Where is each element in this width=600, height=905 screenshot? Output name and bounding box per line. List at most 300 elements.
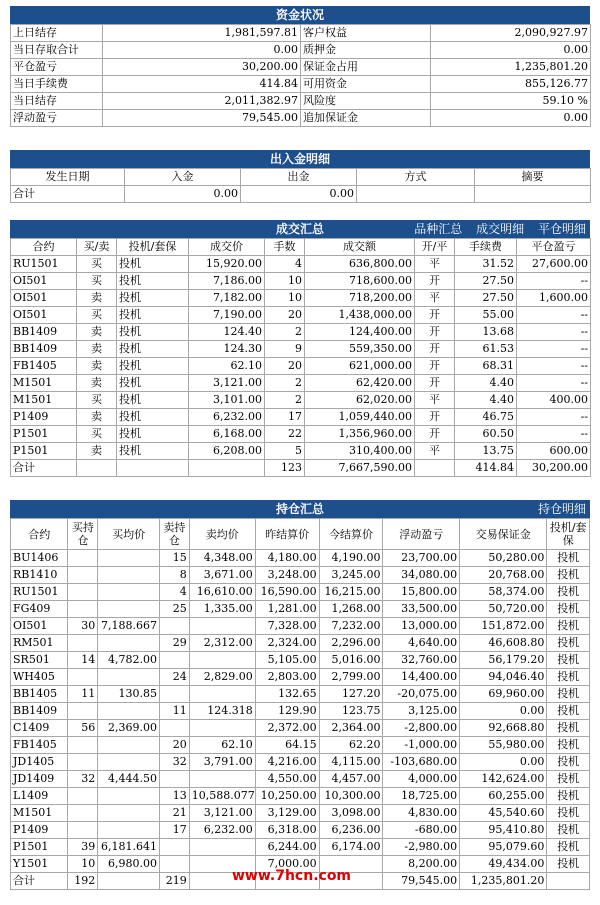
trades-total-qty: 123: [265, 460, 305, 477]
trade-cell: 投机: [117, 256, 189, 273]
position-cell: 95,410.80: [460, 822, 547, 839]
position-cell: [189, 618, 255, 635]
position-row: [11, 550, 590, 567]
position-cell: [189, 839, 255, 856]
position-cell: 129.90: [255, 703, 319, 720]
trade-cell: --: [517, 375, 591, 392]
position-cell: 4,115.00: [319, 754, 383, 771]
funds-value: 30,200.00: [103, 59, 301, 76]
io-total-out: 0.00: [241, 186, 357, 203]
trade-cell: 开: [415, 307, 455, 324]
position-cell: 64.15: [255, 737, 319, 754]
position-cell: M1501: [11, 805, 68, 822]
positions-column-header: 昨结算价: [255, 519, 319, 550]
position-cell: JD1409: [11, 771, 68, 788]
trade-cell: 31.52: [455, 256, 517, 273]
trade-cell: 46.75: [455, 409, 517, 426]
position-row: [11, 822, 590, 839]
trade-cell: 718,200.00: [305, 290, 415, 307]
positions-links: [528, 500, 586, 518]
position-cell: 23,700.00: [383, 550, 460, 567]
positions-column-header: 买均价: [98, 519, 160, 550]
position-cell: 2,369.00: [98, 720, 160, 737]
trade-cell: 20: [265, 307, 305, 324]
position-cell: JD1405: [11, 754, 68, 771]
io-total-in: 0.00: [125, 186, 241, 203]
position-cell: [68, 703, 98, 720]
position-cell: 2,372.00: [255, 720, 319, 737]
funds-row: [11, 59, 591, 76]
position-cell: 投机: [547, 805, 590, 822]
position-cell: 4,348.00: [189, 550, 255, 567]
trade-cell: OI501: [11, 307, 77, 324]
watermark: www.7hcn.com: [232, 868, 352, 884]
trade-row: [11, 409, 591, 426]
position-cell: [98, 584, 160, 601]
position-cell: 25: [159, 601, 189, 618]
trade-cell: 卖: [77, 443, 117, 460]
position-cell: 4,830.00: [383, 805, 460, 822]
position-cell: -103,680.00: [383, 754, 460, 771]
trade-cell: 13.75: [455, 443, 517, 460]
io-column-header: 入金: [125, 169, 241, 186]
position-cell: 132.65: [255, 686, 319, 703]
position-cell: [98, 754, 160, 771]
position-cell: 34,080.00: [383, 567, 460, 584]
position-cell: 投机: [547, 703, 590, 720]
position-row: [11, 584, 590, 601]
trades-column-header: 成交额: [305, 239, 415, 256]
position-cell: 16,590.00: [255, 584, 319, 601]
position-cell: 32: [68, 771, 98, 788]
position-cell: 8,200.00: [383, 856, 460, 873]
position-cell: 69,960.00: [460, 686, 547, 703]
position-cell: 124.318: [189, 703, 255, 720]
position-cell: -680.00: [383, 822, 460, 839]
position-cell: 33,500.00: [383, 601, 460, 618]
position-cell: 50,280.00: [460, 550, 547, 567]
trade-cell: --: [517, 324, 591, 341]
trade-cell: 4.40: [455, 375, 517, 392]
trade-cell: 61.53: [455, 341, 517, 358]
trade-row: [11, 443, 591, 460]
position-cell: 投机: [547, 754, 590, 771]
trade-cell: 9: [265, 341, 305, 358]
position-cell: 39: [68, 839, 98, 856]
trades-total-fee: 414.84: [455, 460, 517, 477]
funds-label: 平仓盈亏: [11, 59, 103, 76]
funds-label: 浮动盈亏: [11, 110, 103, 127]
position-cell: 32,760.00: [383, 652, 460, 669]
trade-cell: 22: [265, 426, 305, 443]
trades-title-bar: [10, 220, 590, 238]
trade-cell: 2: [265, 375, 305, 392]
position-cell: Y1501: [11, 856, 68, 873]
position-cell: 18,725.00: [383, 788, 460, 805]
funds-row: [11, 93, 591, 110]
position-cell: 4,180.00: [255, 550, 319, 567]
position-cell: [159, 686, 189, 703]
position-cell: [189, 720, 255, 737]
trades-table: [10, 238, 591, 477]
trade-cell: 投机: [117, 392, 189, 409]
trade-row: [11, 324, 591, 341]
trade-cell: BB1409: [11, 341, 77, 358]
trade-cell: 买: [77, 426, 117, 443]
trade-cell: 13.68: [455, 324, 517, 341]
funds-label: 当日手续费: [11, 76, 103, 93]
position-cell: 2,364.00: [319, 720, 383, 737]
trade-cell: 开: [415, 273, 455, 290]
io-column-header: 发生日期: [11, 169, 125, 186]
trade-cell: FB1405: [11, 358, 77, 375]
trade-cell: --: [517, 341, 591, 358]
positions-total-label: 合计: [11, 873, 68, 890]
position-cell: 投机: [547, 601, 590, 618]
funds-value: 2,011,382.97: [103, 93, 301, 110]
funds-value: 855,126.77: [431, 76, 591, 93]
position-cell: 7,000.00: [255, 856, 319, 873]
positions-total-margin: 1,235,801.20: [460, 873, 547, 890]
trade-cell: 3,121.00: [189, 375, 265, 392]
position-cell: 13: [159, 788, 189, 805]
trade-cell: 投机: [117, 273, 189, 290]
position-cell: 投机: [547, 584, 590, 601]
trades-total-pnl: 30,200.00: [517, 460, 591, 477]
funds-value: 1,981,597.81: [103, 25, 301, 42]
position-row: [11, 703, 590, 720]
position-cell: 投机: [547, 669, 590, 686]
positions-total-pnl: 79,545.00: [383, 873, 460, 890]
position-cell: L1409: [11, 788, 68, 805]
trade-cell: 124.30: [189, 341, 265, 358]
position-cell: [68, 788, 98, 805]
trades-column-header: 成交价: [189, 239, 265, 256]
trade-cell: 60.50: [455, 426, 517, 443]
trade-cell: 62,020.00: [305, 392, 415, 409]
io-total-label: 合计: [11, 186, 125, 203]
trade-cell: 1,059,440.00: [305, 409, 415, 426]
position-cell: 5,105.00: [255, 652, 319, 669]
position-cell: 3,671.00: [189, 567, 255, 584]
trade-cell: 1,600.00: [517, 290, 591, 307]
position-cell: 21: [159, 805, 189, 822]
position-cell: 1,268.00: [319, 601, 383, 618]
trade-cell: 718,600.00: [305, 273, 415, 290]
trade-cell: 1,356,960.00: [305, 426, 415, 443]
position-cell: 投机: [547, 550, 590, 567]
link-trade-detail[interactable]: 成交明细: [476, 222, 525, 236]
position-cell: 95,079.60: [460, 839, 547, 856]
position-cell: 123.75: [319, 703, 383, 720]
position-cell: 62.20: [319, 737, 383, 754]
trade-cell: --: [517, 273, 591, 290]
position-cell: 投机: [547, 720, 590, 737]
trade-cell: 400.00: [517, 392, 591, 409]
position-cell: 6,318.00: [255, 822, 319, 839]
io-title: 出入金明细: [10, 150, 590, 168]
position-cell: 1,335.00: [189, 601, 255, 618]
trade-cell: 10: [265, 290, 305, 307]
trades-links: [404, 220, 586, 238]
position-cell: 11: [68, 686, 98, 703]
position-row: [11, 839, 590, 856]
position-cell: [68, 737, 98, 754]
trade-cell: 开: [415, 409, 455, 426]
position-cell: BB1405: [11, 686, 68, 703]
funds-label: 可用资金: [301, 76, 431, 93]
position-cell: 16,610.00: [189, 584, 255, 601]
position-cell: 50,720.00: [460, 601, 547, 618]
trade-row: [11, 358, 591, 375]
position-cell: 4: [159, 584, 189, 601]
position-cell: [68, 635, 98, 652]
position-cell: 3,125.00: [383, 703, 460, 720]
position-cell: 6,181.641: [98, 839, 160, 856]
trades-title: 成交汇总: [275, 222, 324, 236]
trade-cell: 投机: [117, 307, 189, 324]
position-cell: 2,296.00: [319, 635, 383, 652]
position-cell: 14,400.00: [383, 669, 460, 686]
positions-total-sell: 219: [159, 873, 189, 890]
funds-value: 0.00: [431, 110, 591, 127]
position-cell: 3,098.00: [319, 805, 383, 822]
funds-label: 风险度: [301, 93, 431, 110]
position-cell: 4,444.50: [98, 771, 160, 788]
position-row: [11, 720, 590, 737]
positions-title-bar: [10, 500, 590, 518]
positions-column-header: 浮动盈亏: [383, 519, 460, 550]
funds-value: 79,545.00: [103, 110, 301, 127]
position-cell: 10: [68, 856, 98, 873]
position-row: [11, 601, 590, 618]
trades-column-header: 手续费: [455, 239, 517, 256]
position-cell: [159, 652, 189, 669]
trade-cell: 买: [77, 273, 117, 290]
position-cell: 10,300.00: [319, 788, 383, 805]
position-cell: 4,550.00: [255, 771, 319, 788]
trade-cell: 投机: [117, 375, 189, 392]
trade-cell: 124,400.00: [305, 324, 415, 341]
trade-cell: 17: [265, 409, 305, 426]
trade-cell: 7,186.00: [189, 273, 265, 290]
position-cell: -1,000.00: [383, 737, 460, 754]
trade-cell: 平: [415, 443, 455, 460]
position-cell: [68, 601, 98, 618]
position-cell: BU1406: [11, 550, 68, 567]
position-cell: -2,980.00: [383, 839, 460, 856]
position-cell: [98, 822, 160, 839]
funds-title: 资金状况: [10, 6, 590, 24]
trade-cell: 68.31: [455, 358, 517, 375]
position-cell: FG409: [11, 601, 68, 618]
position-cell: 58,374.00: [460, 584, 547, 601]
trade-cell: 开: [415, 324, 455, 341]
position-cell: 6,236.00: [319, 822, 383, 839]
trade-cell: 62,420.00: [305, 375, 415, 392]
trade-cell: 开: [415, 426, 455, 443]
position-cell: 1,281.00: [255, 601, 319, 618]
position-cell: 4,190.00: [319, 550, 383, 567]
trade-cell: 投机: [117, 358, 189, 375]
position-cell: 10,588.077: [189, 788, 255, 805]
trade-cell: 投机: [117, 341, 189, 358]
position-cell: OI501: [11, 618, 68, 635]
position-cell: 2,312.00: [189, 635, 255, 652]
trade-cell: 124.40: [189, 324, 265, 341]
trade-cell: 27.50: [455, 273, 517, 290]
position-cell: [68, 584, 98, 601]
position-cell: 投机: [547, 856, 590, 873]
position-row: [11, 567, 590, 584]
position-cell: 投机: [547, 652, 590, 669]
position-row: [11, 669, 590, 686]
trade-cell: 5: [265, 443, 305, 460]
position-row: [11, 737, 590, 754]
trade-cell: 27.50: [455, 290, 517, 307]
trade-cell: 600.00: [517, 443, 591, 460]
position-cell: 投机: [547, 788, 590, 805]
position-row: [11, 686, 590, 703]
position-cell: 投机: [547, 771, 590, 788]
trade-cell: 3,101.00: [189, 392, 265, 409]
position-cell: [98, 737, 160, 754]
position-cell: 16,215.00: [319, 584, 383, 601]
position-cell: 3,791.00: [189, 754, 255, 771]
trades-section: [10, 220, 590, 477]
trade-cell: 投机: [117, 409, 189, 426]
trade-cell: 开: [415, 341, 455, 358]
trade-cell: --: [517, 426, 591, 443]
position-cell: 投机: [547, 822, 590, 839]
positions-column-header: 卖持仓: [159, 519, 189, 550]
link-close-detail[interactable]: 平仓明细: [537, 222, 586, 236]
position-cell: RM501: [11, 635, 68, 652]
trade-cell: OI501: [11, 290, 77, 307]
trade-cell: 559,350.00: [305, 341, 415, 358]
position-cell: 15: [159, 550, 189, 567]
io-column-header: 摘要: [475, 169, 591, 186]
position-cell: 4,457.00: [319, 771, 383, 788]
trade-cell: 15,920.00: [189, 256, 265, 273]
position-cell: 4,782.00: [98, 652, 160, 669]
position-cell: [68, 567, 98, 584]
position-cell: 56: [68, 720, 98, 737]
trade-cell: 买: [77, 256, 117, 273]
positions-column-header: 卖均价: [189, 519, 255, 550]
position-cell: 60,255.00: [460, 788, 547, 805]
position-cell: 13,000.00: [383, 618, 460, 635]
trade-cell: 2: [265, 392, 305, 409]
funds-label: 上日结存: [11, 25, 103, 42]
trade-cell: P1501: [11, 426, 77, 443]
position-cell: 4,216.00: [255, 754, 319, 771]
position-cell: 7,232.00: [319, 618, 383, 635]
position-cell: 15,800.00: [383, 584, 460, 601]
position-row: [11, 635, 590, 652]
trade-cell: 62.10: [189, 358, 265, 375]
trade-cell: 55.00: [455, 307, 517, 324]
position-cell: 49,434.00: [460, 856, 547, 873]
trade-cell: 4: [265, 256, 305, 273]
trade-row: [11, 341, 591, 358]
position-cell: 投机: [547, 635, 590, 652]
position-cell: [68, 754, 98, 771]
position-cell: P1409: [11, 822, 68, 839]
trade-cell: 卖: [77, 358, 117, 375]
trades-column-header: 买/卖: [77, 239, 117, 256]
position-cell: [98, 601, 160, 618]
position-cell: 17: [159, 822, 189, 839]
trade-cell: 开: [415, 375, 455, 392]
trade-cell: 6,208.00: [189, 443, 265, 460]
position-cell: [68, 550, 98, 567]
position-cell: 14: [68, 652, 98, 669]
funds-row: [11, 76, 591, 93]
position-cell: 20,768.00: [460, 567, 547, 584]
trade-cell: BB1409: [11, 324, 77, 341]
positions-column-header: 合约: [11, 519, 68, 550]
trades-column-header: 合约: [11, 239, 77, 256]
position-row: [11, 788, 590, 805]
position-cell: 6,174.00: [319, 839, 383, 856]
positions-table: [10, 518, 590, 890]
position-cell: 45,540.60: [460, 805, 547, 822]
position-cell: 7,188.667: [98, 618, 160, 635]
trade-row: [11, 375, 591, 392]
funds-value: 2,090,927.97: [431, 25, 591, 42]
trade-cell: RU1501: [11, 256, 77, 273]
position-cell: -20,075.00: [383, 686, 460, 703]
position-cell: [68, 805, 98, 822]
position-cell: [159, 839, 189, 856]
link-position-detail[interactable]: 持仓明细: [537, 502, 586, 516]
funds-label: 追加保证金: [301, 110, 431, 127]
funds-value: 0.00: [431, 42, 591, 59]
trade-cell: 2: [265, 324, 305, 341]
trade-cell: 1,438,000.00: [305, 307, 415, 324]
position-cell: SR501: [11, 652, 68, 669]
position-cell: 2,799.00: [319, 669, 383, 686]
position-cell: 62.10: [189, 737, 255, 754]
trade-cell: 平: [415, 392, 455, 409]
trades-column-header: 平仓盈亏: [517, 239, 591, 256]
trade-row: [11, 307, 591, 324]
position-cell: 29: [159, 635, 189, 652]
funds-row: [11, 42, 591, 59]
trade-cell: 7,182.00: [189, 290, 265, 307]
position-cell: FB1405: [11, 737, 68, 754]
position-row: [11, 652, 590, 669]
trade-cell: 636,800.00: [305, 256, 415, 273]
trade-cell: 平: [415, 290, 455, 307]
trade-row: [11, 426, 591, 443]
position-cell: 10,250.00: [255, 788, 319, 805]
position-cell: [159, 771, 189, 788]
position-cell: RU1501: [11, 584, 68, 601]
positions-column-header: 交易保证金: [460, 519, 547, 550]
trade-cell: 7,190.00: [189, 307, 265, 324]
link-variety-summary[interactable]: 品种汇总: [414, 222, 463, 236]
position-cell: 3,129.00: [255, 805, 319, 822]
trade-cell: 621,000.00: [305, 358, 415, 375]
trades-column-header: 投机/套保: [117, 239, 189, 256]
trade-cell: 投机: [117, 290, 189, 307]
trades-column-header: 开/平: [415, 239, 455, 256]
position-cell: 55,980.00: [460, 737, 547, 754]
position-cell: [98, 788, 160, 805]
trade-row: [11, 273, 591, 290]
